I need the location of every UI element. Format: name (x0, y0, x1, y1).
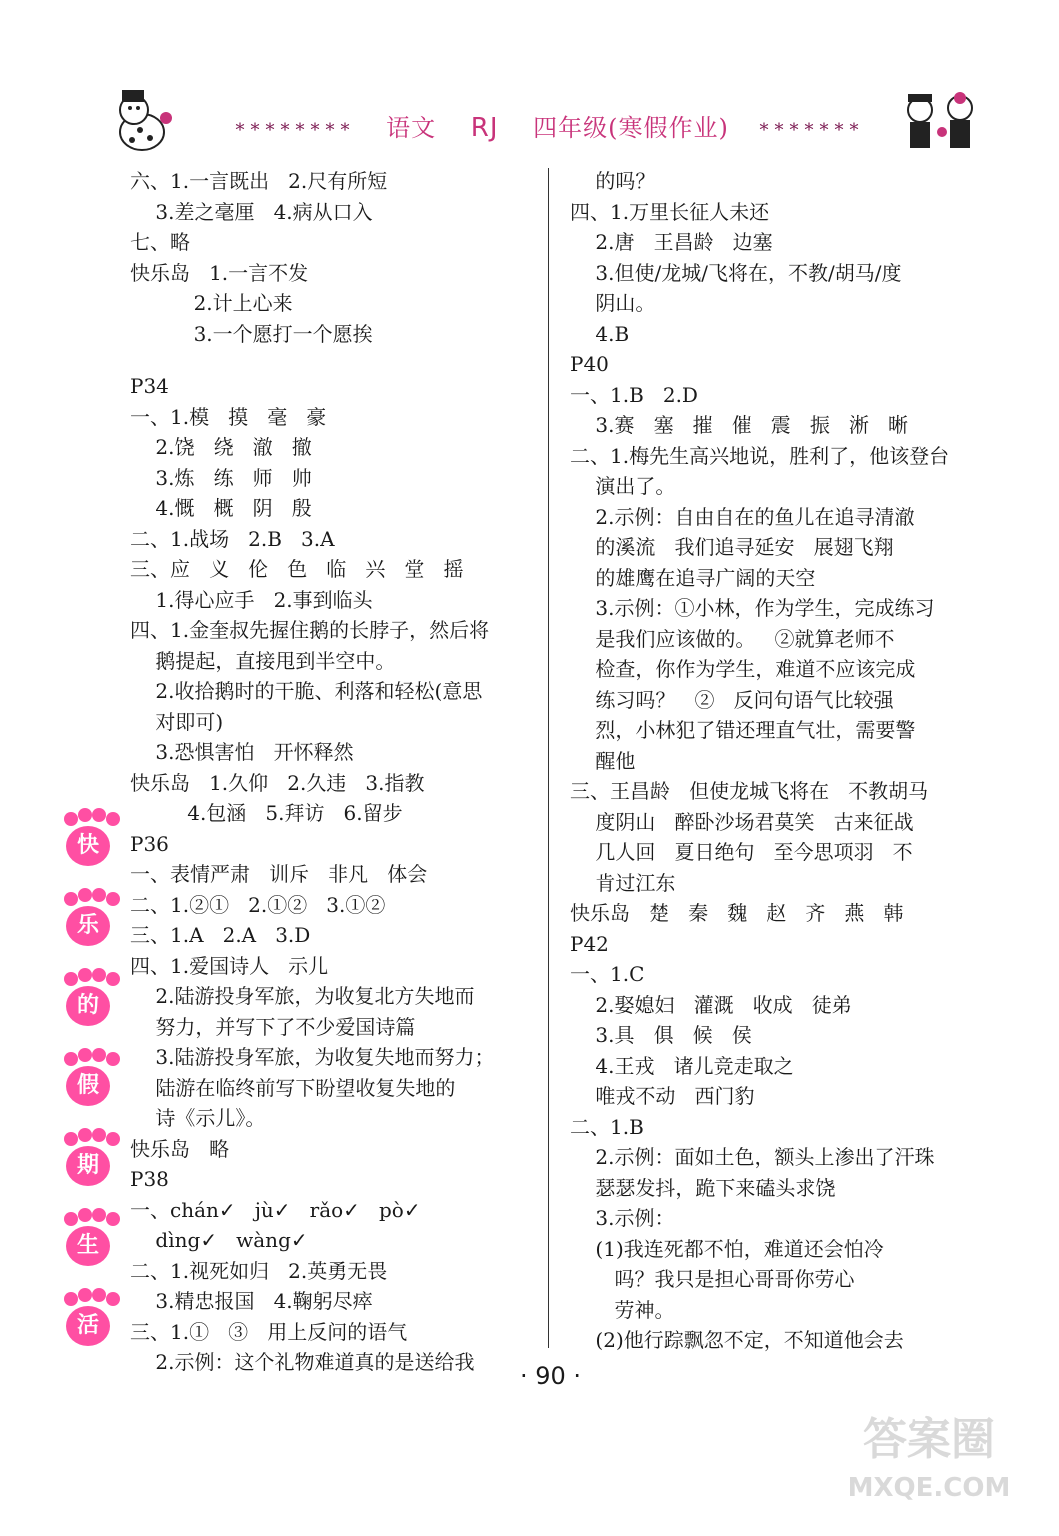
answer-line: 二、1.战场 2.B 3.A (130, 526, 335, 551)
answer-column-left (130, 166, 540, 1378)
answer-line: 三、1.① ③ 用上反问的语气 (130, 1319, 408, 1344)
answer-line: 快乐岛 楚 秦 魏 赵 齐 燕 韩 (570, 901, 904, 925)
paw-toe-icon (106, 812, 120, 826)
answer-line: 陆游在临终前写下盼望收复失地的 (130, 1075, 456, 1100)
answer-line: (2)他行踪飘忽不定，不知道他会去 (570, 1328, 904, 1352)
answer-line: 3.精忠报国 4.鞠躬尽瘁 (130, 1289, 373, 1313)
answer-line: 的吗？ (570, 169, 656, 193)
kids-cartoon-icon (890, 88, 990, 158)
paw-toe-icon (64, 1052, 78, 1066)
answer-line: 2.示例：面如土色，额头上渗出了汗珠 (570, 1145, 935, 1169)
answer-line: (1)我连死都不怕，难道还会怕冷 (570, 1236, 884, 1261)
answer-line: 二、1.梅先生高兴地说，胜利了，他该登台 (570, 443, 950, 468)
paw-toe-icon (106, 1212, 120, 1226)
answer-line: 3.恐惧害怕 开怀释然 (130, 740, 354, 764)
answer-line: 诗《示儿》。 (130, 1106, 266, 1130)
paw-toe-icon (92, 888, 106, 902)
answer-line: 鹅提起，直接甩到半空中。 (130, 648, 396, 673)
spacer (130, 349, 540, 371)
answer-line: 3.陆游投身军旅，为收复失地而努力； (130, 1045, 495, 1069)
svg-text:答案圈: 答案圈 (863, 1414, 995, 1465)
paw-toe-icon (64, 1212, 78, 1226)
answer-line: 一、1.模 摸 毫 豪 (130, 404, 327, 429)
answer-line: 阴山。 (570, 291, 656, 315)
answer-line: 度阴山 醉卧沙场君莫笑 古来征战 (570, 809, 914, 834)
paw-toe-icon (92, 968, 106, 982)
answer-line: 2.示例：自由自在的鱼儿在追寻清澈 (570, 504, 915, 529)
paw-toe-icon (64, 1292, 78, 1306)
paw-pad-text: 生 (66, 1226, 110, 1266)
answer-line: P38 (130, 1167, 169, 1191)
answer-line: 吗？我只是担心哥哥你劳心 (570, 1267, 855, 1291)
answer-line: 四、1.爱国诗人 示儿 (130, 953, 329, 978)
answer-line: 3.赛 塞 摧 催 震 振 淅 晰 (570, 413, 909, 437)
answer-line: 三、王昌龄 但使龙城飞将在 不教胡马 (570, 779, 929, 803)
answer-line: P42 (570, 931, 609, 956)
column-divider (548, 168, 549, 1348)
answer-line: 肯过江东 (570, 870, 676, 895)
answer-line: 4.王戎 诸儿竞走取之 (570, 1053, 794, 1078)
answer-line: 2.陆游投身军旅，为收复北方失地而 (130, 984, 475, 1008)
paw-toe-icon (106, 972, 120, 986)
paw-toe-icon (78, 968, 92, 982)
answer-line: 几人回 夏日绝句 至今思项羽 不 (570, 840, 913, 864)
answer-line: 3.炼 练 师 帅 (130, 465, 312, 490)
answer-line: 三、1.A 2.A 3.D (130, 923, 311, 947)
answer-line: 的雄鹰在追寻广阔的天空 (570, 565, 816, 590)
paw-pad-text: 期 (66, 1146, 110, 1186)
paw-label (56, 1288, 120, 1368)
answer-line: 2.饶 绕 澈 撤 (130, 435, 312, 459)
answer-line: 努力，并写下了不少爱国诗篇 (130, 1014, 416, 1039)
answer-line: 3.示例： (570, 1206, 675, 1230)
answer-line: 的溪流 我们追寻延安 展翅飞翔 (570, 535, 894, 559)
paw-toe-icon (78, 888, 92, 902)
answer-column-right (570, 166, 980, 1356)
header-title (110, 108, 990, 143)
answer-line: P36 (130, 831, 169, 856)
paw-label (56, 888, 120, 968)
answer-line: 一、表情严肃 训斥 非凡 体会 (130, 862, 428, 886)
paw-toe-icon (78, 1048, 92, 1062)
paw-pad-text: 快 (66, 826, 110, 866)
answer-line: 醒他 (570, 748, 636, 773)
watermark-logo (829, 1394, 1029, 1514)
answer-line: 一、chán✓ jù✓ rǎo✓ pò✓ (130, 1197, 421, 1222)
answer-line: 四、1.万里长征人未还 (570, 199, 770, 224)
paw-label (56, 1048, 120, 1128)
answer-line: P40 (570, 352, 609, 376)
answer-line: 唯戎不动 西门豹 (570, 1084, 755, 1108)
answer-line: 2.计上心来 (130, 291, 293, 315)
answer-line: 练习吗？ ② 反问句语气比较强 (570, 687, 894, 712)
paw-toe-icon (78, 1208, 92, 1222)
paw-toe-icon (64, 892, 78, 906)
answer-line: 是我们应该做的。 ②就算老师不 (570, 626, 895, 651)
answer-line: 二、1.B (570, 1114, 644, 1139)
page-header (110, 88, 990, 158)
answer-line: 演出了。 (570, 474, 676, 498)
paw-toe-icon (92, 1048, 106, 1062)
paw-label (56, 1208, 120, 1288)
paw-pad-text: 假 (66, 1066, 110, 1106)
svg-text:MXQE.COM: MXQE.COM (847, 1473, 1011, 1503)
paw-toe-icon (92, 808, 106, 822)
paw-pad-text: 活 (66, 1306, 110, 1346)
answer-line: 2.唐 王昌龄 边塞 (570, 230, 773, 254)
paw-toe-icon (92, 1288, 106, 1302)
header-grade: 四年级(寒假作业) (533, 114, 729, 142)
paw-toe-icon (106, 1292, 120, 1306)
answer-line: 3.一个愿打一个愿挨 (130, 321, 373, 346)
paw-toe-icon (92, 1128, 106, 1142)
answer-line: 快乐岛 1.久仰 2.久违 3.指教 (130, 770, 425, 795)
answer-line: 对即可) (130, 709, 224, 734)
paw-label (56, 1128, 120, 1208)
paw-toe-icon (106, 892, 120, 906)
answer-line: 2.收拾鹅时的干脆、利落和轻松(意思 (130, 679, 483, 703)
answer-line: 一、1.C (570, 962, 645, 986)
paw-toe-icon (64, 1132, 78, 1146)
side-paw-labels (56, 808, 120, 1368)
answer-line: 烈，小林犯了错还理直气壮，需要警 (570, 718, 916, 742)
header-edition: RJ (470, 113, 499, 143)
header-stars-left: ******** (235, 120, 356, 141)
answer-line: 三、应 义 伦 色 临 兴 堂 摇 (130, 557, 464, 581)
answer-line: 1.得心应手 2.事到临头 (130, 587, 373, 612)
answer-line: 4.包涵 5.拜访 6.留步 (130, 801, 403, 825)
paw-toe-icon (64, 812, 78, 826)
header-stars-right: ******* (759, 120, 865, 141)
header-subject: 语文 (386, 114, 437, 142)
paw-pad-text: 的 (66, 986, 110, 1026)
answer-line: 3.差之毫厘 4.病从口入 (130, 199, 373, 224)
paw-pad-text: 乐 (66, 906, 110, 946)
paw-toe-icon (78, 1288, 92, 1302)
paw-toe-icon (92, 1208, 106, 1222)
answer-line: 快乐岛 1.一言不发 (130, 260, 309, 285)
answer-line: 检查，你作为学生，难道不应该完成 (570, 657, 916, 681)
answer-line: 一、1.B 2.D (570, 382, 698, 407)
answer-line: 快乐岛 略 (130, 1136, 230, 1161)
paw-label (56, 808, 120, 888)
paw-toe-icon (106, 1132, 120, 1146)
answer-line: 4.慨 概 阴 殷 (130, 496, 312, 520)
answer-line: 2.娶媳妇 灌溉 收成 徒弟 (570, 992, 852, 1017)
answer-line: 劳神。 (570, 1297, 675, 1322)
answer-line: P34 (130, 374, 169, 398)
paw-toe-icon (78, 1128, 92, 1142)
answer-line: 二、1.②① 2.①② 3.①② (130, 892, 386, 917)
answer-line: 六、1.一言既出 2.尺有所短 (130, 169, 388, 193)
answer-line: 4.B (570, 321, 630, 346)
answer-line: dìng✓ wàng✓ (130, 1228, 308, 1252)
answer-line: 3.示例：①小林，作为学生，完成练习 (570, 596, 935, 620)
answer-line: 2.示例：这个礼物难道真的是送给我 (130, 1350, 475, 1374)
answer-line: 瑟瑟发抖，跪下来磕头求饶 (570, 1175, 836, 1200)
paw-label (56, 968, 120, 1048)
answer-line: 四、1.金奎叔先握住鹅的长脖子，然后将 (130, 618, 490, 642)
page-number: · 90 · (520, 1362, 582, 1390)
answer-line: 3.但使/龙城/飞将在，不教/胡马/度 (570, 260, 902, 285)
paw-toe-icon (106, 1052, 120, 1066)
answer-line: 二、1.视死如归 2.英勇无畏 (130, 1258, 388, 1283)
answer-line: 3.具 俱 候 侯 (570, 1023, 752, 1047)
paw-toe-icon (64, 972, 78, 986)
answer-line: 七、略 (130, 230, 190, 254)
paw-toe-icon (78, 808, 92, 822)
